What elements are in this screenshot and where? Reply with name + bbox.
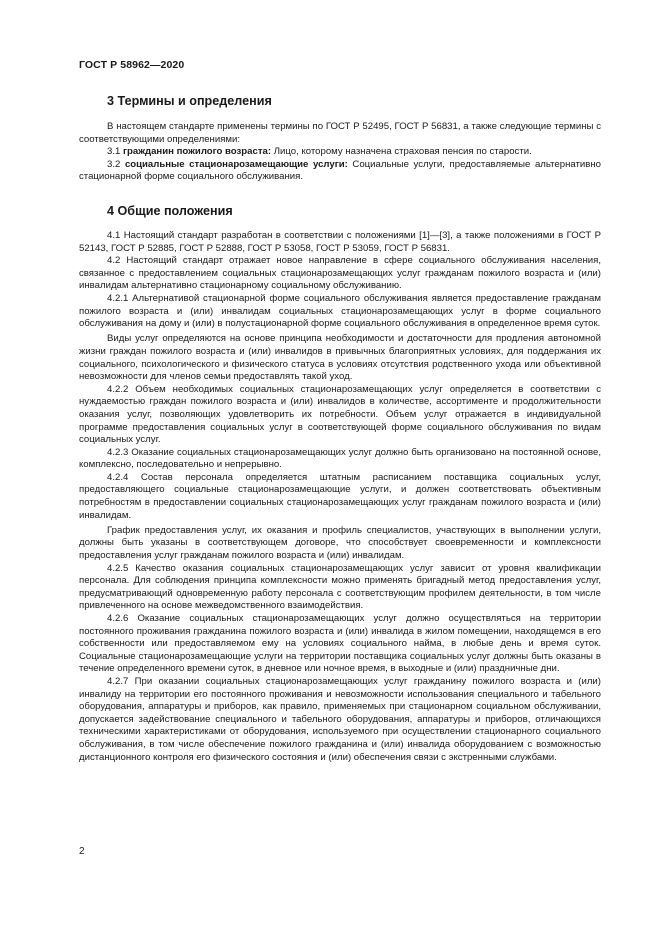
paragraph-4-2-4: 4.2.4 Состав персонала определяется штатным расписанием поставщика социальных услуг, предоставляющего социальные стационарозамещающие услуги, и должен соответствовать объективным потребностям в предоставлении социальных стационарозамещающих услуг гражданам пожилого возраста и (или) инвалидам. xyxy=(79,471,601,521)
term-definition-3-1 xyxy=(79,146,601,159)
paragraph-4-2-2: 4.2.2 Объем необходимых социальных стационарозамещающих услуг определяется в соответствии с нуждаемостью граждан пожилого возраста и (или) инвалидов в количестве, ассортименте и продолжительности оказания услуг, позволяющих удовлетворить их потребности. Объем услуг отражается в индивидуальной программе предоставления социальных услуг в соответствующей форме социального обслуживания по видам социальных услуг. xyxy=(79,383,601,446)
paragraph-4-2-1: 4.2.1 Альтернативой стационарной форме социального обслуживания является предоставление гражданам пожилого возраста и (или) инвалидам социальных стационарозамещающих услуг в форме социального обслуживания на дому и (или) в полустационарной форме социального обслуживания в определенное время суток. xyxy=(79,292,601,330)
paragraph-4-2-5: 4.2.5 Качество оказания социальных стационарозамещающих услуг зависит от уровня квалификации персонала. Для соблюдения принципа комплексности можно применять бригадный метод предоставления услуг, предусматривающий одновременную работу персонала с соответствующим профилем деятельности, в том числе привлеченного на основе межведомственного взаимодействия. xyxy=(79,562,601,612)
section-3-intro: В настоящем стандарте применены термины по ГОСТ Р 52495, ГОСТ Р 56831, а также следующие термины с соответствующими определениями: xyxy=(79,121,601,145)
term-name: социальные стационарозамещающие услуги: xyxy=(124,158,348,170)
paragraph-4-2: 4.2 Настоящий стандарт отражает новое направление в сфере социального обслуживания населения, связанное с предоставлением социальных стационарозамещающих услуг гражданам пожилого возраста и (или) инвалидам альтернативно стационарному социальному обслуживанию. xyxy=(79,255,601,292)
paragraph-4-2-7: 4.2.7 При оказании социальных стационарозамещающих услуг гражданину пожилого возраста и (или) инвалиду на территории его постоянного проживания и невозможности использования специального и табельного оборудования, аппаратуры и приборов, как правило, применяемых при стационарном социальном обслуживании, допускается задействование специального и табельного оборудования, аппаратуры и приборов, отличающихся техническими характеристиками от оборудования, используемого при осуществлении стационарного социального обслуживания, в том числе обеспечение пожилого гражданина и (или) инвалида оборудованием с возможностью дистанционного контроля его физического состояния и (или) обеспечения связи с экстренными службами. xyxy=(79,675,601,763)
standard-code-header: ГОСТ Р 58962—2020 xyxy=(79,59,185,71)
paragraph-schedule: График предоставления услуг, их оказания и профиль специалистов, участвующих в выполнении услуги, должны быть указаны в соответствующем договоре, что способствует своевременности и комплексности предоставления услуг гражданам пожилого возраста и (или) инвалидам. xyxy=(79,524,601,562)
term-definition: Социальные услуги, предоставляемые альтернативно стационарной форме социального обслуживания. xyxy=(79,158,602,183)
page-number: 2 xyxy=(79,846,85,857)
term-name: гражданин пожилого возраста: xyxy=(123,146,272,158)
term-definition: Лицо, которому назначена страховая пенсия по старости. xyxy=(273,146,532,158)
section-3 xyxy=(79,93,601,184)
term-definition-3-2 xyxy=(79,159,601,184)
section-4 xyxy=(79,203,601,764)
term-number: 3.2 xyxy=(107,158,121,170)
paragraph-4-2-6: 4.2.6 Оказание социальных стационарозамещающих услуг должно осуществляться на территории постоянного проживания гражданина пожилого возраста и (или) инвалида в жилом помещении, находящемся в его собственности или предоставляемом ему на условиях социального найма, в любые день и время суток. Социальные стационарозамещающие услуги на территории поставщика социальных услуг должны быть оказаны в течение определенного времени суток, в дневное или ночное время, в выходные и (или) праздничные дни. xyxy=(79,613,601,675)
section-3-heading: 3 Термины и определения xyxy=(107,94,272,108)
term-number: 3.1 xyxy=(107,146,121,158)
paragraph-4-1: 4.1 Настоящий стандарт разработан в соответствии с положениями [1]—[3], а также положениями в ГОСТ Р 52143, ГОСТ Р 52885, ГОСТ Р 52888, ГОСТ Р 53058, ГОСТ Р 53059, ГОСТ Р 56831. xyxy=(79,230,601,254)
section-4-heading: 4 Общие положения xyxy=(107,204,233,218)
paragraph-service-types: Виды услуг определяются на основе принципа необходимости и достаточности для продления автономной жизни граждан пожилого возраста и (или) инвалидов в привычных благоприятных условиях, для поддержания их социального, психологического и физического статуса в условиях отсутствия родственного ухода или объективной невозможности для членов семьи предоставлять такой уход. xyxy=(79,333,601,383)
paragraph-4-2-3: 4.2.3 Оказание социальных стационарозамещающих услуг должно быть организовано на постоянной основе, комплексно, последовательно и непрерывно. xyxy=(79,446,601,471)
